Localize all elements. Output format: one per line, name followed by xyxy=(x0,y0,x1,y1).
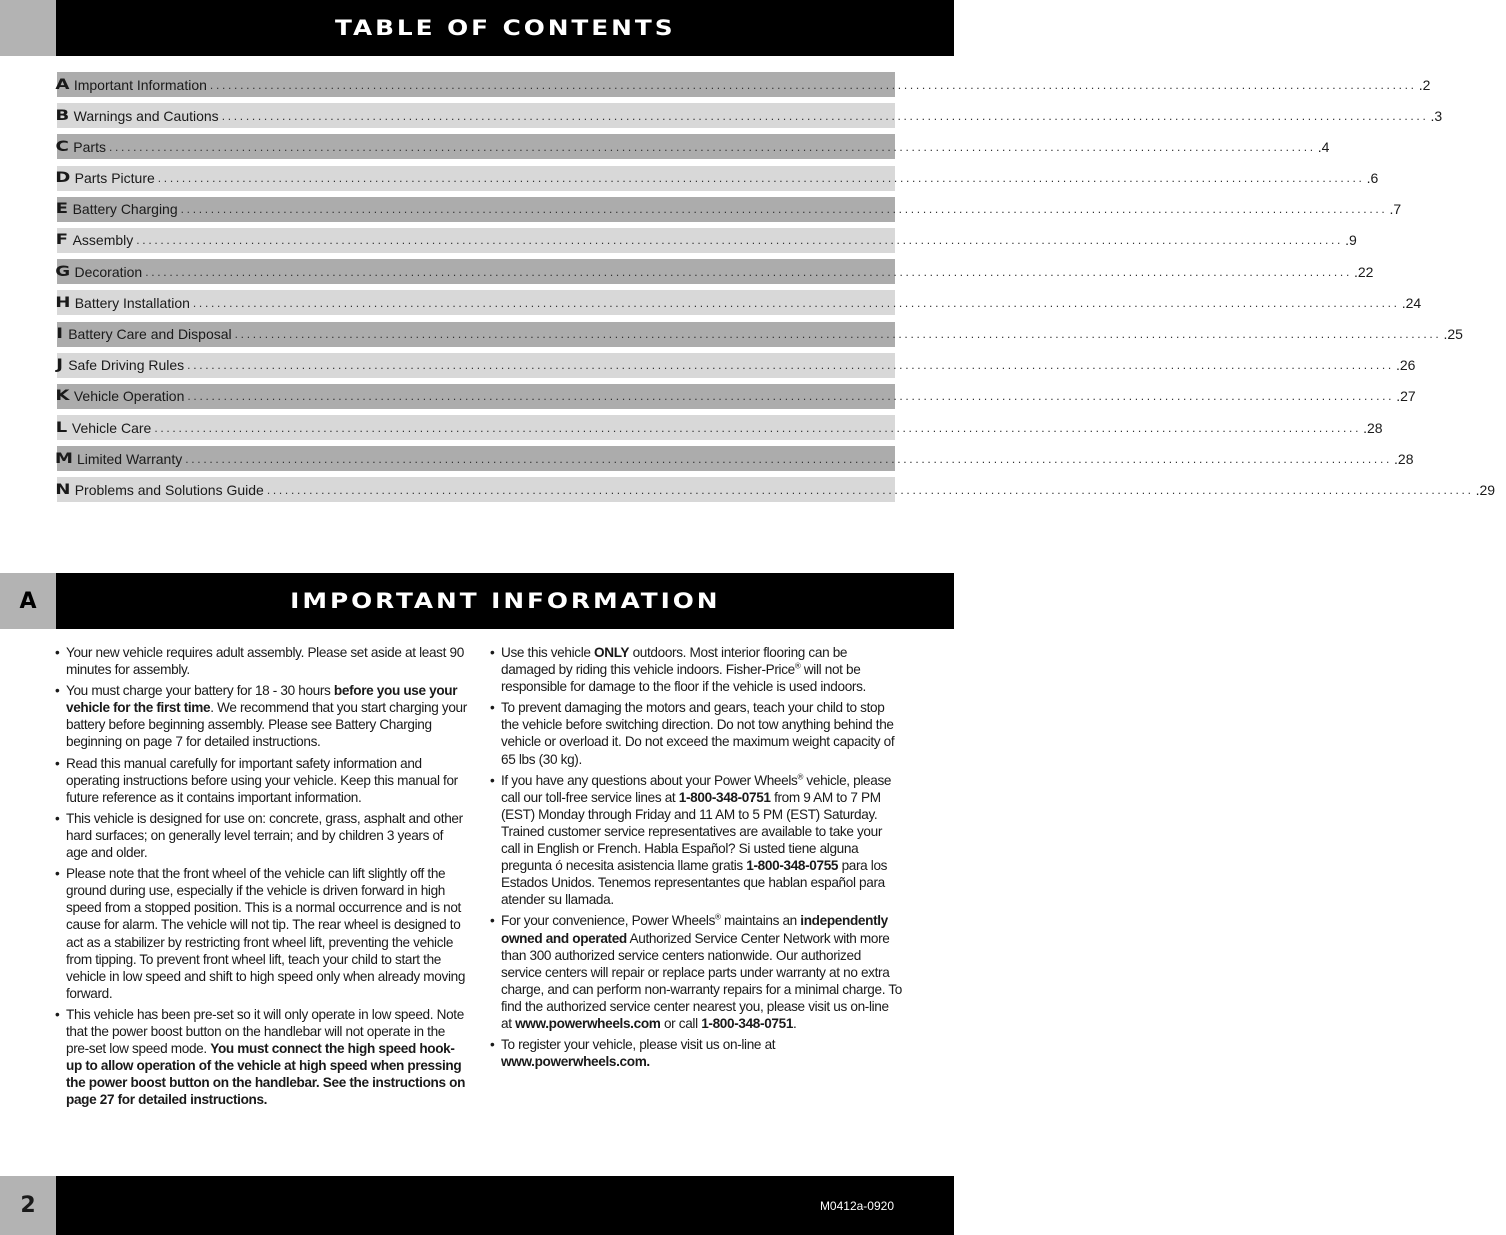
toc-leader: ........................................................................................................................................................................................................ xyxy=(145,264,1352,279)
toc-page: .28 xyxy=(1394,450,1414,467)
page-footer xyxy=(0,1176,954,1235)
toc-letter: E xyxy=(55,201,69,218)
toc-leader: ........................................................................................................................................................................................................ xyxy=(266,482,1474,497)
toc-leader: ........................................................................................................................................................................................................ xyxy=(108,139,1316,154)
toc-letter: F xyxy=(55,232,69,249)
toc-letter: D xyxy=(55,170,71,187)
list-item: • To prevent damaging the motors and gears, teach your child to stop the vehicle before switching direction. Do not tow anything behind the vehicle or overload it. Do not exceed the maximum weight capacity of 65 lbs (30 kg). xyxy=(488,699,902,767)
toc-title: Vehicle Care xyxy=(71,419,152,436)
website-link[interactable]: www.powerwheels.com xyxy=(515,1015,661,1031)
toc-page: .22 xyxy=(1354,263,1374,280)
toc-letter: M xyxy=(54,450,74,467)
toc-leader: ........................................................................................................................................................................................................ xyxy=(209,77,1417,92)
toc-title: Limited Warranty xyxy=(76,450,183,467)
toc-title: Important Information xyxy=(73,76,207,93)
toc-page: .7 xyxy=(1389,201,1402,218)
toc-title: Battery Installation xyxy=(74,294,190,311)
toc-leader: ........................................................................................................................................................................................................ xyxy=(157,171,1365,186)
toc-leader: ........................................................................................................................................................................................................ xyxy=(136,233,1344,248)
toc-row[interactable] xyxy=(55,197,1402,222)
list-item: • This vehicle is designed for use on: concrete, grass, asphalt and other hard surfaces; on generally level terrain; and by children 3 years of age and older. xyxy=(53,810,467,861)
section-letter: A xyxy=(19,588,37,614)
toc-row[interactable] xyxy=(56,322,1463,347)
toc-letter: A xyxy=(55,76,70,93)
phone-number: 1-800-348-0751 xyxy=(701,1015,794,1031)
toc-title: Vehicle Operation xyxy=(73,388,185,405)
toc-title: Warnings and Cautions xyxy=(73,107,219,124)
toc-page: .27 xyxy=(1396,388,1416,405)
page-number: 2 xyxy=(0,1176,56,1235)
toc-leader: ........................................................................................................................................................................................................ xyxy=(185,451,1393,466)
list-item: • This vehicle has been pre-set so it will only operate in low speed. Note that the power boost button on the handlebar will not operate in the pre-set low speed mode. You must connect the high speed hook-up to allow operation of the vehicle at high speed when pressing the power boost button on the handlebar. See the instructions on page 27 for detailed instructions. xyxy=(53,1006,467,1109)
toc-row[interactable] xyxy=(55,384,1416,409)
toc-leader: ........................................................................................................................................................................................................ xyxy=(192,295,1400,310)
toc-row[interactable] xyxy=(56,353,1416,378)
toc-letter: I xyxy=(56,326,64,342)
toc-leader: ........................................................................................................................................................................................................ xyxy=(154,420,1362,435)
list-item: • To register your vehicle, please visit us on-line at www.powerwheels.com. xyxy=(488,1036,902,1070)
toc-letter: G xyxy=(55,263,71,280)
toc-letter: J xyxy=(56,357,64,374)
toc-page: .25 xyxy=(1443,326,1463,342)
toc-page: .29 xyxy=(1475,481,1496,498)
list-item: • If you have any questions about your Power Wheels® vehicle, please call our toll-free service lines at 1-800-348-0751 from 9 AM to 7 PM (EST) Monday through Friday and 11 AM to 5 PM (EST) Saturday. Trained customer service representatives are available to take your call in English or French. Habla Español? Si usted tiene alguna pregunta ó necesita asistencia llame gratis 1-800-348-0755 para los Estados Unidos. Tenemos representantes que hablan español para atender su llamada. xyxy=(488,772,902,909)
toc-row[interactable] xyxy=(55,72,1431,97)
toc-page: .28 xyxy=(1363,419,1383,436)
right-column xyxy=(488,644,902,1074)
toc-title: Assembly xyxy=(72,232,134,249)
toc-heading: TABLE OF CONTENTS xyxy=(334,16,676,40)
toc-page: .2 xyxy=(1418,76,1431,93)
list-item: • Please note that the front wheel of the vehicle can lift slightly off the ground during use, especially if the vehicle is driven forward in high speed from a stopped position. This is a normal occurrence and is not cause for alarm. The vehicle will not tip. The rear wheel is designed to act as a stabilizer by restricting front wheel lift, preventing the vehicle from tipping. To prevent front wheel lift, teach your child to start the vehicle in low speed and shift to high speed only when already moving forward. xyxy=(53,865,467,1002)
list-item: • Your new vehicle requires adult assembly. Please set aside at least 90 minutes for assembly. xyxy=(53,644,467,678)
toc-page: .4 xyxy=(1317,138,1330,155)
toc-title: Battery Care and Disposal xyxy=(68,326,232,342)
toc-row[interactable] xyxy=(55,166,1379,191)
toc-row[interactable] xyxy=(55,415,1383,440)
section-header-band xyxy=(0,573,954,629)
toc-leader: ........................................................................................................................................................................................................ xyxy=(187,358,1394,373)
toc-title: Problems and Solutions Guide xyxy=(74,481,264,498)
toc-header-bar xyxy=(56,0,954,56)
toc-title: Safe Driving Rules xyxy=(68,357,185,374)
toc-page: .6 xyxy=(1366,170,1379,187)
toc-title: Parts Picture xyxy=(74,170,155,187)
left-column xyxy=(53,644,467,1112)
toc-row[interactable] xyxy=(55,290,1422,315)
toc-leader: ........................................................................................................................................................................................................ xyxy=(187,389,1395,404)
toc-title: Battery Charging xyxy=(72,201,178,218)
toc-page: .3 xyxy=(1430,107,1443,124)
toc-leader: ........................................................................................................................................................................................................ xyxy=(234,327,1442,341)
toc-leader: ........................................................................................................................................................................................................ xyxy=(180,202,1388,217)
toc-row[interactable] xyxy=(55,103,1443,128)
list-item: • You must charge your battery for 18 - 30 hours before you use your vehicle for the first time. We recommend that you start charging your battery before beginning assembly. Please see Battery Charging beginning on page 7 for detailed instructions. xyxy=(53,682,467,750)
toc-row[interactable] xyxy=(55,259,1374,284)
section-letter-tab xyxy=(0,573,56,629)
website-link[interactable]: www.powerwheels.com. xyxy=(501,1054,650,1070)
footer-bar xyxy=(56,1176,954,1235)
list-item: • Read this manual carefully for important safety information and operating instructions before using your vehicle. Keep this manual for future reference as it contains important information. xyxy=(53,755,467,806)
toc-title: Decoration xyxy=(74,263,143,280)
toc-title: Parts xyxy=(73,138,106,155)
toc-letter: K xyxy=(55,388,70,405)
toc-letter: N xyxy=(55,481,71,498)
phone-number: 1-800-348-0751 xyxy=(678,789,771,805)
toc-row[interactable] xyxy=(55,477,1496,502)
toc-page: .9 xyxy=(1345,232,1357,249)
toc-header-tab xyxy=(0,0,56,56)
phone-number: 1-800-348-0755 xyxy=(746,858,839,874)
table-of-contents xyxy=(54,72,1496,509)
toc-page: .26 xyxy=(1395,357,1416,374)
toc-letter: L xyxy=(55,419,68,436)
toc-row[interactable] xyxy=(55,134,1330,159)
toc-letter: B xyxy=(55,107,70,124)
section-heading: IMPORTANT INFORMATION xyxy=(289,589,721,613)
toc-letter: C xyxy=(55,138,69,155)
toc-leader: ........................................................................................................................................................................................................ xyxy=(221,108,1429,123)
toc-page: .24 xyxy=(1401,294,1422,311)
toc-header-band xyxy=(0,0,954,56)
toc-letter: H xyxy=(55,294,71,311)
list-item: • Use this vehicle ONLY outdoors. Most interior flooring can be damaged by riding this vehicle indoors. Fisher-Price® will not be responsible for damage to the floor if the vehicle is used indoors. xyxy=(488,644,902,695)
document-code: M0412a-0920 xyxy=(819,1199,894,1213)
section-header-bar xyxy=(56,573,954,629)
toc-row[interactable] xyxy=(54,446,1414,471)
list-item: • For your convenience, Power Wheels® maintains an independently owned and operated Authorized Service Center Network with more than 300 authorized service centers nationwide. Our authorized service centers will repair or replace parts under warranty at no extra charge, and can perform non-warranty repairs for a minimal charge. To find the authorized service center nearest you, please visit us on-line at www.powerwheels.com or call 1-800-348-0751. xyxy=(488,912,902,1032)
toc-row[interactable] xyxy=(55,228,1357,253)
